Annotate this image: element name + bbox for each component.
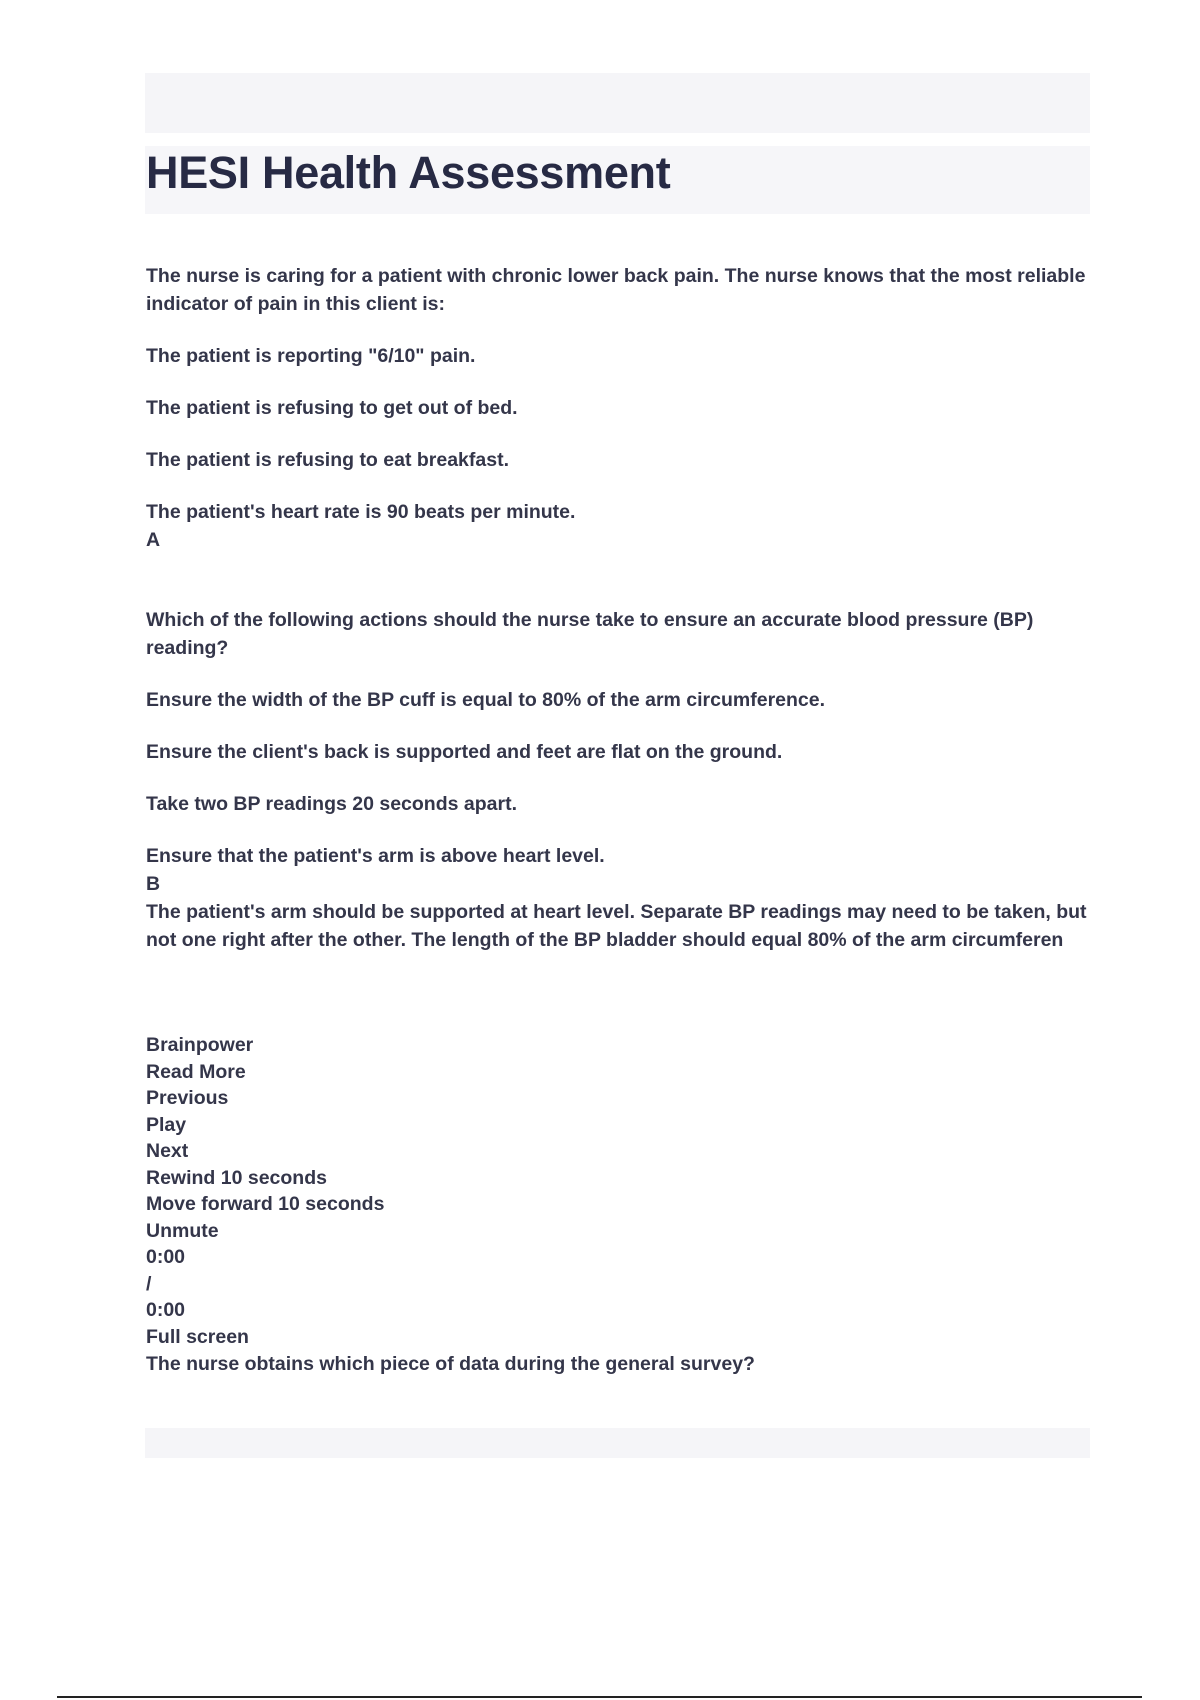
question-3-stem: The nurse obtains which piece of data during the general survey? <box>146 1353 755 1375</box>
spacer <box>146 954 1091 1032</box>
fullscreen-button[interactable]: Full screen <box>146 1325 249 1348</box>
question-1-option-c: The patient is refusing to eat breakfast. <box>146 449 509 471</box>
rewind-button[interactable]: Rewind 10 seconds <box>146 1166 327 1189</box>
question-1-option-d: The patient's heart rate is 90 beats per minute. <box>146 501 576 523</box>
question-2-option-d: Ensure that the patient's arm is above heart level. <box>146 845 605 867</box>
unmute-button[interactable]: Unmute <box>146 1219 219 1242</box>
question-1-stem: The nurse is caring for a patient with chronic lower back pain. The nurse knows that the most reliable indicator of pain in this client is: <box>146 265 1086 315</box>
next-button[interactable]: Next <box>146 1140 189 1162</box>
question-1-option-a: The patient is reporting "6/10" pain. <box>146 345 476 367</box>
video-player-text <box>146 1032 1091 1350</box>
question-2-rationale: The patient's arm should be supported at heart level. Separate BP readings may need to be taken, but not one right after the other. The length of the BP bladder should equal 80% of the arm circumferen <box>146 901 1087 951</box>
previous-button[interactable]: Previous <box>146 1087 229 1109</box>
header-band <box>145 73 1090 133</box>
time-separator: / <box>146 1272 152 1295</box>
spacer <box>146 554 1091 606</box>
question-2-option-c: Take two BP readings 20 seconds apart. <box>146 793 517 815</box>
question-2-option-a: Ensure the width of the BP cuff is equal to 80% of the arm circumference. <box>146 689 826 711</box>
question-1-option-b: The patient is refusing to get out of bed. <box>146 397 518 419</box>
forward-button[interactable]: Move forward 10 seconds <box>146 1193 385 1215</box>
question-1-answer: A <box>146 529 161 551</box>
play-button[interactable]: Play <box>146 1113 187 1136</box>
footer-rule <box>57 1696 1142 1698</box>
footer-band <box>145 1428 1090 1458</box>
player-brand: Brainpower <box>146 1034 254 1056</box>
duration: 0:00 <box>146 1299 186 1321</box>
question-2-answer: B <box>146 873 161 895</box>
read-more-link[interactable]: Read More <box>146 1060 246 1083</box>
document-content <box>146 262 1091 1378</box>
question-2-stem: Which of the following actions should the nurse take to ensure an accurate blood pressure (BP) reading? <box>146 609 1034 659</box>
question-2-option-b: Ensure the client's back is supported and feet are flat on the ground. <box>146 741 783 763</box>
current-time: 0:00 <box>146 1246 186 1268</box>
document-title: HESI Health Assessment <box>146 147 671 198</box>
